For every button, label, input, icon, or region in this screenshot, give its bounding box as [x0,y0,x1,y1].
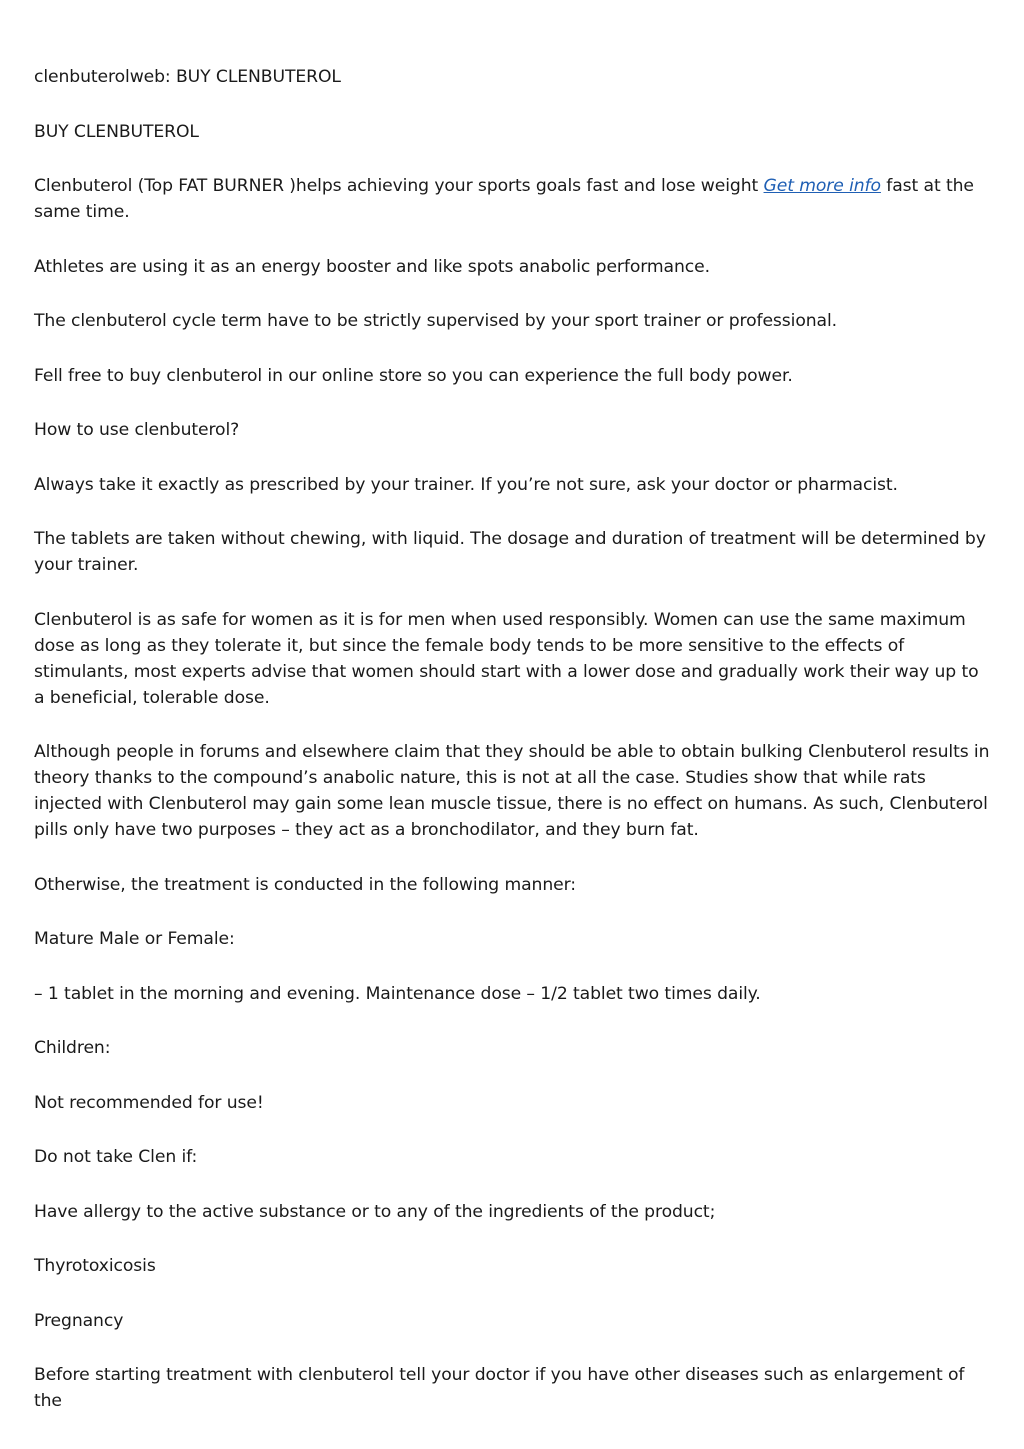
paragraph-women: Clenbuterol is as safe for women as it is for men when used responsibly. Women can use the same maximum dose as long as they tolerate it, but since the female body tends to be more sensitive to the effects of stimulants, most experts advise that women should start with a lower dose and gradually work their way up to a beneficial, tolerable dose. [34,609,979,708]
paragraph-before-treatment: Before starting treatment with clenbuterol tell your doctor if you have other diseases such as enlargement of the [34,1365,965,1411]
contraindication-allergy: Have allergy to the active substance or to any of the ingredients of the product; [34,1201,716,1222]
paragraph-prescription: Always take it exactly as prescribed by your trainer. If you’re not sure, ask your doctor or pharmacist. [34,474,898,495]
paragraph-adult-dose: – 1 tablet in the morning and evening. Maintenance dose – 1/2 tablet two times daily. [34,983,761,1004]
intro-text-after: fast at the same time. [34,176,974,222]
label-adults: Mature Male or Female: [34,929,235,949]
paragraph-online-store: Fell free to buy clenbuterol in our online store so you can experience the full body power. [34,365,793,386]
intro-paragraph [34,173,990,225]
intro-text-before: Clenbuterol (Top FAT BURNER )helps achieving your sports goals fast and lose weight [34,176,764,196]
paragraph-tablets: The tablets are taken without chewing, with liquid. The dosage and duration of treatment will be determined by your trainer. [34,529,986,575]
paragraph-athletes: Athletes are using it as an energy booster and like spots anabolic performance. [34,256,710,277]
contraindication-pregnancy: Pregnancy [34,1310,124,1331]
label-contraindications: Do not take Clen if: [34,1147,198,1167]
paragraph-treatment-manner: Otherwise, the treatment is conducted in the following manner: [34,874,576,895]
site-heading: clenbuterolweb: BUY CLENBUTEROL [34,67,341,87]
page-title: BUY CLENBUTEROL [34,121,199,142]
paragraph-bulking: Although people in forums and elsewhere claim that they should be able to obtain bulking Clenbuterol results in theory thanks to the compound’s anabolic nature, this is not at all the case. Studies show that while rats injected with Clenbuterol may gain some lean muscle tissue, there is no effect on humans. As such, Clenbuterol pills only have two purposes – they act as a bronchodilator, and they burn fat. [34,742,990,840]
contraindication-thyrotoxicosis: Thyrotoxicosis [34,1256,156,1276]
section-heading-how-to-use: How to use clenbuterol? [34,420,240,440]
paragraph-children-warning: Not recommended for use! [34,1092,264,1113]
paragraph-cycle-term: The clenbuterol cycle term have to be strictly supervised by your sport trainer or professional. [34,311,837,331]
get-more-info-link[interactable]: Get more info [763,176,881,196]
label-children: Children: [34,1038,111,1058]
